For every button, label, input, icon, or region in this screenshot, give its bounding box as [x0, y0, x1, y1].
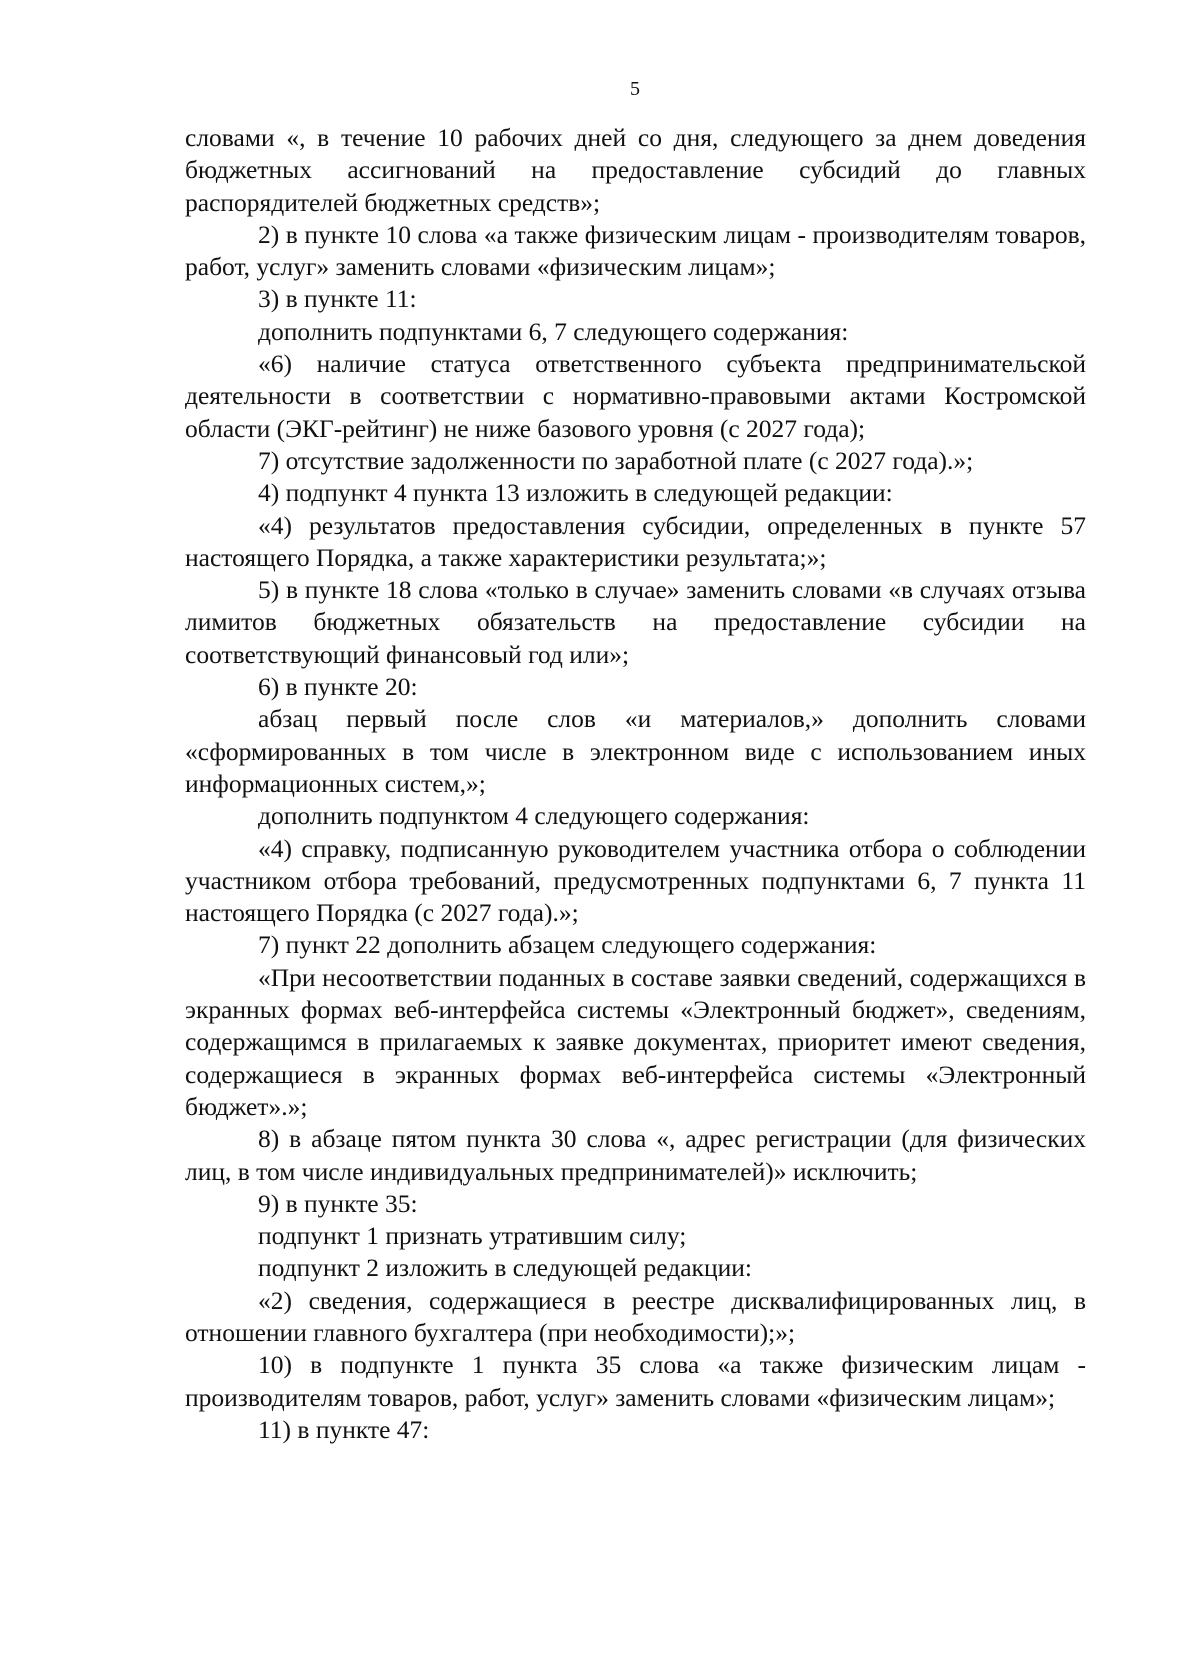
paragraph: подпункт 1 признать утратившим силу;	[258, 1221, 687, 1251]
paragraph: подпункт 2 изложить в следующей редакции:	[258, 1253, 752, 1283]
paragraph: «При несоответствии поданных в составе заявки сведений, содержащихся в экранных формах веб-интерфейса системы «Электронный бюджет», сведениям, содержащимся в прилагаемых к заявке документах, приоритет имеют сведения, содержащиеся в экранных формах веб-интерфейса системы «Электронный бюджет».»;	[185, 962, 1086, 1121]
paragraph: абзац первый после слов «и материалов,» дополнить словами «сформированных в том числе в электронном виде с использованием иных информационных систем,»;	[185, 704, 1086, 798]
paragraph: «6) наличие статуса ответственного субъекта предпринимательской деятельности в соответствии с нормативно-правовыми актами Костромской области (ЭКГ-рейтинг) не ниже базового уровня (с 2027 года);	[185, 349, 1086, 443]
page-number: 5	[630, 78, 640, 100]
paragraph: 4) подпункт 4 пункта 13 изложить в следующей редакции:	[258, 478, 893, 508]
paragraph: «4) справку, подписанную руководителем участника отбора о соблюдении участником отбора требований, предусмотренных подпунктами 6, 7 пункта 11 настоящего Порядка (с 2027 года).»;	[185, 833, 1086, 928]
document-body	[185, 122, 1086, 1446]
paragraph: 10) в подпункте 1 пункта 35 слова «а также физическим лицам - производителям товаров, работ, услуг» заменить словами «физическим лицам»;	[185, 1350, 1086, 1412]
paragraph: словами «, в течение 10 рабочих дней со дня, следующего за днем доведения бюджетных ассигнований на предоставление субсидий до главных распорядителей бюджетных средств»;	[185, 123, 1086, 217]
paragraph: дополнить подпунктом 4 следующего содержания:	[258, 801, 810, 831]
paragraph: 8) в абзаце пятом пункта 30 слова «, адрес регистрации (для физических лиц, в том числе индивидуальных предпринимателей)» исключить;	[185, 1124, 1086, 1186]
paragraph: дополнить подпунктами 6, 7 следующего содержания:	[258, 316, 849, 346]
paragraph: 9) в пункте 35:	[258, 1188, 418, 1218]
paragraph: 7) отсутствие задолженности по заработной плате (с 2027 года).»;	[258, 445, 974, 475]
paragraph: 5) в пункте 18 слова «только в случае» заменить словами «в случаях отзыва лимитов бюджетных обязательств на предоставление субсидии на соответствующий финансовый год или»;	[185, 575, 1086, 669]
paragraph: 11) в пункте 47:	[258, 1414, 430, 1444]
paragraph: «4) результатов предоставления субсидии, определенных в пункте 57 настоящего Порядка, а также характеристики результата;»;	[185, 510, 1086, 572]
paragraph: 2) в пункте 10 слова «а также физическим лицам - производителям товаров, работ, услуг» заменить словами «физическим лицам»;	[185, 219, 1086, 282]
paragraph: «2) сведения, содержащиеся в реестре дисквалифицированных лиц, в отношении главного бухгалтера (при необходимости);»;	[185, 1285, 1086, 1347]
paragraph: 7) пункт 22 дополнить абзацем следующего содержания:	[258, 930, 877, 960]
paragraph: 6) в пункте 20:	[258, 672, 418, 702]
paragraph: 3) в пункте 11:	[258, 284, 417, 314]
